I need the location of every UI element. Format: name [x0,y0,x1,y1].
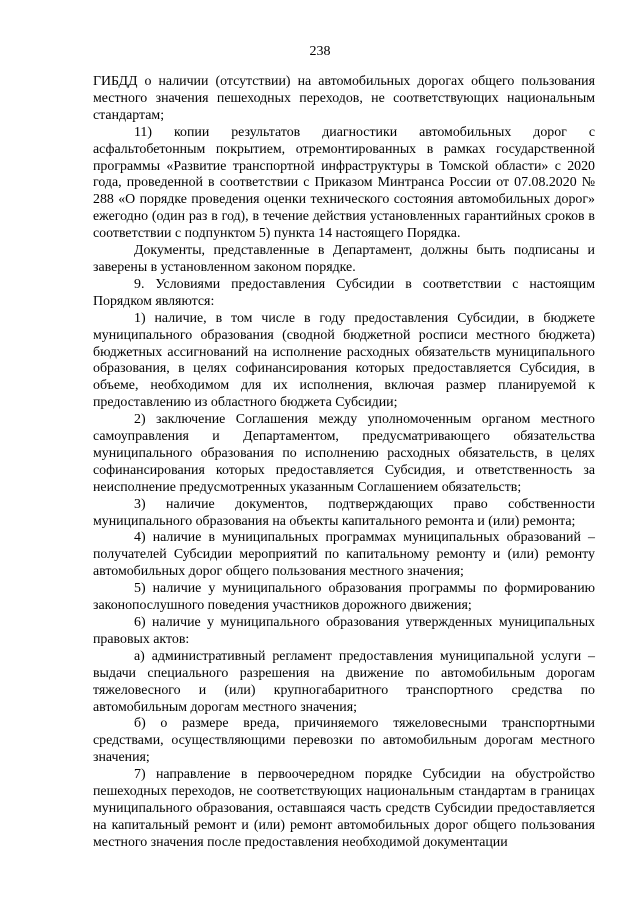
paragraph-continuation: ГИБДД о наличии (отсутствии) на автомобильных дорогах общего пользования местного значения пешеходных переходов, не соответствующих национальным стандартам; [93,74,595,123]
paragraph-condition-6: 6) наличие у муниципального образования утвержденных муниципальных правовых актов: [93,615,595,647]
paragraph-condition-7: 7) направление в первоочередном порядке Субсидии на обустройство пешеходных переходов, не соответствующих национальным стандартам в границах муниципального образования, оставшаяся часть средств Субсидии предоставляется на капитальный ремонт и (или) ремонт автомобильных дорог общего пользования местного значения после предоставления необходимой документации [93,767,595,850]
paragraph-documents-signed: Документы, представленные в Департамент, должны быть подписаны и заверены в установленном законом порядке. [93,243,595,275]
paragraph-condition-3: 3) наличие документов, подтверждающих право собственности муниципального образования на объекты капитального ремонта и (или) ремонта; [93,496,595,529]
paragraph-clause-9: 9. Условиями предоставления Субсидии в соответствии с настоящим Порядком являются: [93,276,595,309]
paragraph-condition-2: 2) заключение Соглашения между уполномоченным органом местного самоуправления и Департаментом, предусматривающего обязательства муниципального образования по исполнению расходных обязательств, в целях софинансирования которых предоставляется Субсидия, и ответственность за неисполнение предусмотренных указанным Соглашением обязательств; [93,412,595,495]
page-number: 238 [309,44,331,59]
paragraph-condition-5: 5) наличие у муниципального образования программы по формированию законопослушного поведения участников дорожного движения; [93,581,595,614]
paragraph-item-11: 11) копии результатов диагностики автомобильных дорог с асфальтобетонным покрытием, отремонтированных в рамках государственной программы «Развитие транспортной инфраструктуры в Томской области» с 2020 года, проведенной в соответствии с Приказом Минтранса России от 07.08.2020 № 288 «О порядке проведения оценки технического состояния автомобильных дорог» ежегодно (один раз в год), в течение действия установленных гарантийных сроков в соответствии с подпунктом 5) пункта 14 настоящего Порядка. [93,124,595,242]
document-body [93,74,595,852]
paragraph-condition-6a: а) административный регламент предоставления муниципальной услуги – выдачи специального разрешения на движение по автомобильным дорогам тяжеловесного и (или) крупногабаритного транспортного средства по автомобильным дорогам местного значения; [93,648,595,715]
paragraph-condition-4: 4) наличие в муниципальных программах муниципальных образований – получателей Субсидии мероприятий по капитальному ремонту и (или) ремонту автомобильных дорог общего пользования местного значения; [93,530,595,580]
paragraph-condition-6b: б) о размере вреда, причиняемого тяжеловесными транспортными средствами, осуществляющими перевозки по автомобильным дорогам местного значения; [93,716,595,766]
paragraph-condition-1: 1) наличие, в том числе в году предоставления Субсидии, в бюджете муниципального образования (сводной бюджетной росписи местного бюджета) бюджетных ассигнований на исполнение расходных обязательств муниципального образования, в целях софинансирования которых предоставляется Субсидия, в объеме, необходимом для их исполнения, включая размер планируемой к предоставлению из областного бюджета Субсидии; [93,310,595,411]
